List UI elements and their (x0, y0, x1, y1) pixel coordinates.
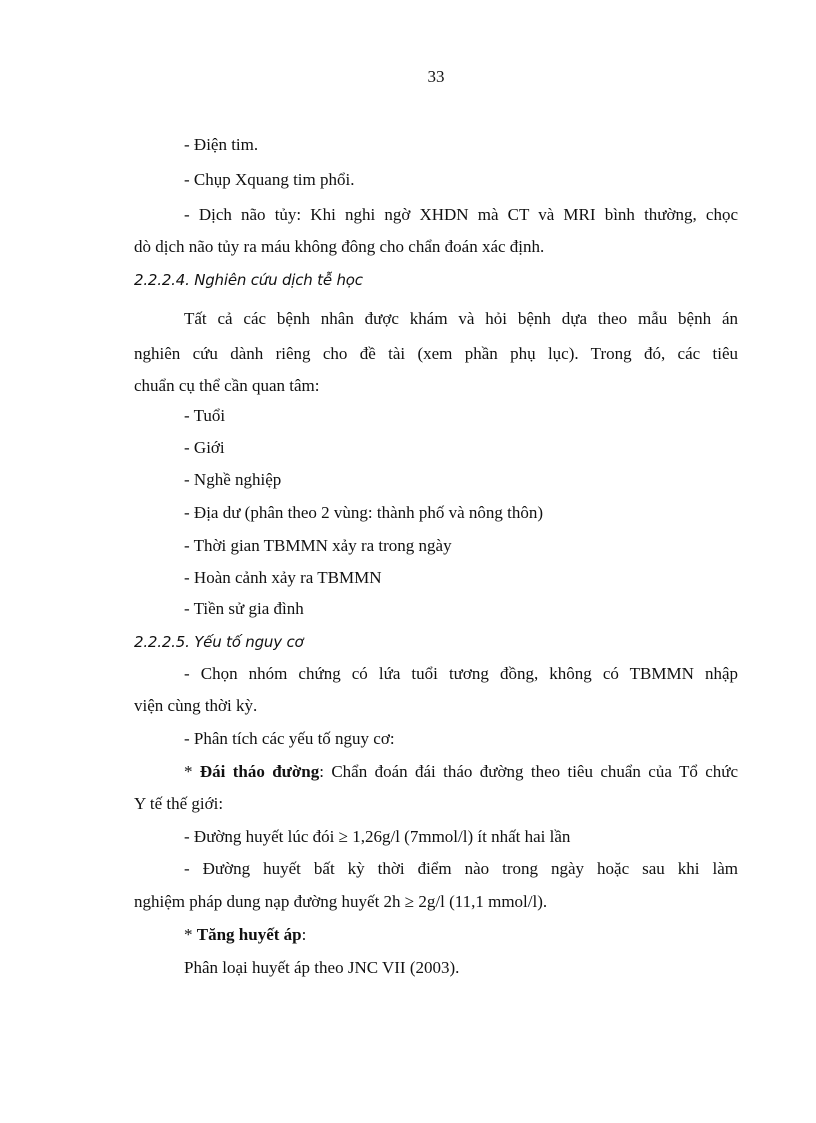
hypertension-line (184, 925, 306, 945)
hypertension-star: * (184, 925, 197, 944)
bullet-tuoi: - Tuổi (184, 406, 226, 425)
diabetes-line1 (184, 762, 738, 782)
analysis-line: - Phân tích các yếu tố nguy cơ: (184, 729, 395, 748)
paragraph-line3: chuẩn cụ thể cần quan tâm: (134, 376, 320, 395)
paragraph-line1: Tất cả các bệnh nhân được khám và hỏi bệnh dựa theo mẫu bệnh án (184, 309, 738, 328)
paragraph-line2: nghiên cứu dành riêng cho đề tài (xem phần phụ lục). Trong đó, các tiêu (134, 344, 738, 363)
bullet-gioi: - Giới (184, 438, 225, 457)
item-xquang: - Chụp Xquang tim phổi. (184, 170, 355, 189)
bullet-dia-du: - Địa dư (phân theo 2 vùng: thành phố và nông thôn) (184, 503, 544, 522)
diabetes-star: * (184, 762, 200, 781)
control-line2: viện cùng thời kỳ. (134, 696, 258, 715)
classification-line: Phân loại huyết áp theo JNC VII (2003). (184, 958, 460, 977)
diabetes-line2: Y tế thế giới: (134, 794, 224, 813)
hypertension-colon: : (301, 925, 307, 944)
glucose-random-line1: - Đường huyết bất kỳ thời điểm nào trong ngày hoặc sau khi làm (184, 859, 738, 878)
section-heading-yeu-to: 2.2.2.5. Yếu tố nguy cơ (134, 633, 304, 651)
bullet-thoi-gian: - Thời gian TBMMN xảy ra trong ngày (184, 536, 452, 555)
diabetes-term: Đái tháo đường (199, 762, 320, 781)
bullet-nghe-nghiep: - Nghề nghiệp (184, 470, 282, 489)
glucose-random-line2: nghiệm pháp dung nạp đường huyết 2h ≥ 2g/l (11,1 mmol/l). (134, 892, 548, 911)
glucose-fasting: - Đường huyết lúc đói ≥ 1,26g/l (7mmol/l) ít nhất hai lần (184, 827, 571, 846)
section-heading-dich-te: 2.2.2.4. Nghiên cứu dịch tễ học (134, 271, 363, 289)
diabetes-definition: : Chẩn đoán đái tháo đường theo tiêu chuẩn của Tổ chức (319, 762, 739, 781)
hypertension-term: Tăng huyết áp (196, 925, 302, 944)
bullet-hoan-canh: - Hoàn cảnh xảy ra TBMMN (184, 568, 382, 587)
item-dien-tim: - Điện tim. (184, 135, 259, 154)
item-dich-nao-tuy-line1: - Dịch não tủy: Khi nghi ngờ XHDN mà CT và MRI bình thường, chọc (184, 205, 738, 224)
item-dich-nao-tuy-line2: dò dịch não tủy ra máu không đông cho chẩn đoán xác định. (134, 237, 545, 256)
control-line1: - Chọn nhóm chứng có lứa tuổi tương đồng, không có TBMMN nhập (184, 664, 738, 683)
page-number: 33 (427, 67, 445, 86)
bullet-tien-su: - Tiền sử gia đình (184, 599, 304, 618)
